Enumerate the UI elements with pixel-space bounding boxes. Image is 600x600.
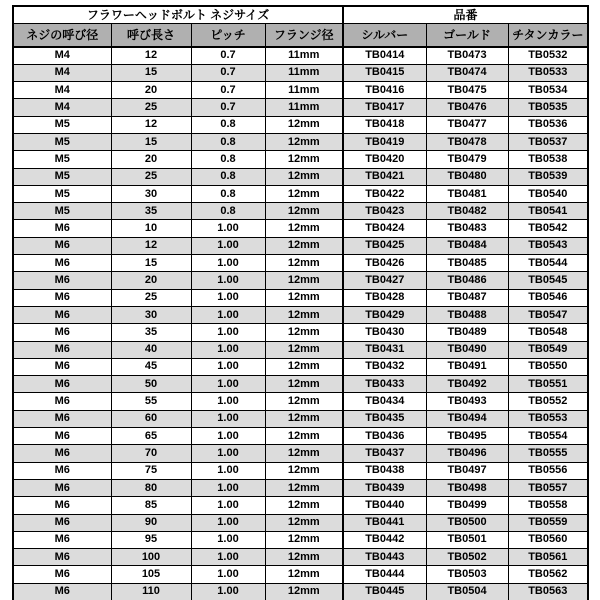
table-row <box>13 531 588 548</box>
cell: M6 <box>13 289 111 306</box>
cell: 1.00 <box>191 583 265 600</box>
cell: 1.00 <box>191 410 265 427</box>
cell: 12mm <box>265 410 343 427</box>
cell: TB0444 <box>343 566 426 583</box>
cell: TB0496 <box>426 445 508 462</box>
table-row <box>13 479 588 496</box>
cell: TB0423 <box>343 203 426 220</box>
cell: TB0563 <box>508 583 588 600</box>
cell: M6 <box>13 549 111 566</box>
cell: TB0485 <box>426 255 508 272</box>
cell: TB0427 <box>343 272 426 289</box>
cell: TB0490 <box>426 341 508 358</box>
cell: TB0425 <box>343 237 426 254</box>
cell: 35 <box>111 324 191 341</box>
cell: TB0424 <box>343 220 426 237</box>
cell: TB0535 <box>508 99 588 116</box>
cell: M4 <box>13 47 111 64</box>
cell: TB0420 <box>343 151 426 168</box>
cell: TB0533 <box>508 64 588 81</box>
cell: 12mm <box>265 479 343 496</box>
cell: TB0445 <box>343 583 426 600</box>
cell: TB0502 <box>426 549 508 566</box>
cell: TB0416 <box>343 82 426 99</box>
cell: TB0501 <box>426 531 508 548</box>
cell: M6 <box>13 462 111 479</box>
cell: TB0436 <box>343 428 426 445</box>
table-row <box>13 566 588 583</box>
table-row <box>13 358 588 375</box>
cell: TB0422 <box>343 185 426 202</box>
cell: TB0554 <box>508 428 588 445</box>
cell: TB0474 <box>426 64 508 81</box>
cell: TB0552 <box>508 393 588 410</box>
cell: TB0542 <box>508 220 588 237</box>
cell: TB0479 <box>426 151 508 168</box>
cell: 12mm <box>265 185 343 202</box>
cell: 12mm <box>265 497 343 514</box>
cell: TB0482 <box>426 203 508 220</box>
cell: TB0546 <box>508 289 588 306</box>
cell: TB0486 <box>426 272 508 289</box>
cell: TB0480 <box>426 168 508 185</box>
cell: TB0540 <box>508 185 588 202</box>
cell: 35 <box>111 203 191 220</box>
table-row <box>13 583 588 600</box>
table-row <box>13 99 588 116</box>
cell: 12mm <box>265 428 343 445</box>
table-row <box>13 324 588 341</box>
cell: 65 <box>111 428 191 445</box>
table-row <box>13 410 588 427</box>
cell: 95 <box>111 531 191 548</box>
cell: TB0537 <box>508 133 588 150</box>
cell: M6 <box>13 445 111 462</box>
col-header-silver: シルバー <box>343 23 426 47</box>
cell: TB0441 <box>343 514 426 531</box>
cell: M6 <box>13 237 111 254</box>
cell: M6 <box>13 531 111 548</box>
cell: 55 <box>111 393 191 410</box>
cell: TB0487 <box>426 289 508 306</box>
cell: 20 <box>111 272 191 289</box>
cell: 1.00 <box>191 272 265 289</box>
cell: TB0559 <box>508 514 588 531</box>
cell: 20 <box>111 82 191 99</box>
table-row <box>13 168 588 185</box>
cell: 12mm <box>265 151 343 168</box>
cell: TB0557 <box>508 479 588 496</box>
cell: 12mm <box>265 462 343 479</box>
cell: TB0414 <box>343 47 426 64</box>
cell: M6 <box>13 376 111 393</box>
cell: 12mm <box>265 272 343 289</box>
cell: 0.8 <box>191 116 265 133</box>
cell: TB0483 <box>426 220 508 237</box>
cell: TB0555 <box>508 445 588 462</box>
cell: 11mm <box>265 99 343 116</box>
table-row <box>13 306 588 323</box>
cell: TB0418 <box>343 116 426 133</box>
cell: 12mm <box>265 203 343 220</box>
column-header-row <box>13 23 588 47</box>
col-header-pitch: ピッチ <box>191 23 265 47</box>
cell: TB0430 <box>343 324 426 341</box>
table-row <box>13 445 588 462</box>
cell: 12mm <box>265 566 343 583</box>
col-header-flange-diameter: フランジ径 <box>265 23 343 47</box>
cell: 0.7 <box>191 82 265 99</box>
cell: 75 <box>111 462 191 479</box>
table-row <box>13 514 588 531</box>
cell: TB0421 <box>343 168 426 185</box>
col-header-titanium-color: チタンカラー <box>508 23 588 47</box>
cell: 50 <box>111 376 191 393</box>
cell: M6 <box>13 583 111 600</box>
cell: TB0498 <box>426 479 508 496</box>
cell: TB0492 <box>426 376 508 393</box>
cell: 20 <box>111 151 191 168</box>
cell: TB0438 <box>343 462 426 479</box>
cell: TB0488 <box>426 306 508 323</box>
cell: 45 <box>111 358 191 375</box>
cell: 12mm <box>265 549 343 566</box>
cell: TB0532 <box>508 47 588 64</box>
table-row <box>13 237 588 254</box>
cell: 1.00 <box>191 549 265 566</box>
table-row <box>13 133 588 150</box>
cell: TB0443 <box>343 549 426 566</box>
cell: M4 <box>13 99 111 116</box>
cell: 1.00 <box>191 376 265 393</box>
cell: M5 <box>13 203 111 220</box>
cell: 90 <box>111 514 191 531</box>
cell: 105 <box>111 566 191 583</box>
table-row <box>13 185 588 202</box>
cell: 12mm <box>265 324 343 341</box>
cell: M6 <box>13 220 111 237</box>
table-row <box>13 255 588 272</box>
cell: 0.8 <box>191 168 265 185</box>
cell: 12mm <box>265 255 343 272</box>
col-header-nominal-diameter: ネジの呼び径 <box>13 23 111 47</box>
cell: TB0536 <box>508 116 588 133</box>
cell: M4 <box>13 64 111 81</box>
cell: 1.00 <box>191 445 265 462</box>
table-row <box>13 47 588 64</box>
cell: TB0550 <box>508 358 588 375</box>
cell: 0.7 <box>191 64 265 81</box>
cell: TB0504 <box>426 583 508 600</box>
cell: M6 <box>13 497 111 514</box>
table-row <box>13 116 588 133</box>
table-row <box>13 549 588 566</box>
cell: 12mm <box>265 445 343 462</box>
cell: M6 <box>13 358 111 375</box>
cell: TB0478 <box>426 133 508 150</box>
cell: 0.8 <box>191 185 265 202</box>
cell: 12mm <box>265 306 343 323</box>
cell: 40 <box>111 341 191 358</box>
cell: 15 <box>111 133 191 150</box>
cell: TB0551 <box>508 376 588 393</box>
cell: TB0543 <box>508 237 588 254</box>
cell: 1.00 <box>191 341 265 358</box>
cell: 11mm <box>265 64 343 81</box>
cell: M6 <box>13 393 111 410</box>
cell: TB0549 <box>508 341 588 358</box>
cell: TB0538 <box>508 151 588 168</box>
cell: TB0475 <box>426 82 508 99</box>
cell: 12mm <box>265 237 343 254</box>
cell: TB0481 <box>426 185 508 202</box>
cell: M6 <box>13 324 111 341</box>
cell: TB0491 <box>426 358 508 375</box>
cell: 15 <box>111 64 191 81</box>
cell: 12mm <box>265 393 343 410</box>
table-row <box>13 151 588 168</box>
cell: 1.00 <box>191 514 265 531</box>
cell: 1.00 <box>191 566 265 583</box>
table-row <box>13 272 588 289</box>
cell: TB0432 <box>343 358 426 375</box>
cell: TB0499 <box>426 497 508 514</box>
cell: 12mm <box>265 133 343 150</box>
cell: TB0548 <box>508 324 588 341</box>
cell: 1.00 <box>191 462 265 479</box>
cell: 12mm <box>265 358 343 375</box>
cell: 1.00 <box>191 220 265 237</box>
cell: 1.00 <box>191 358 265 375</box>
cell: TB0437 <box>343 445 426 462</box>
cell: TB0476 <box>426 99 508 116</box>
cell: TB0473 <box>426 47 508 64</box>
group-header-screw-size: フラワーヘッドボルト ネジサイズ <box>13 6 343 23</box>
cell: 12mm <box>265 376 343 393</box>
table-row <box>13 82 588 99</box>
cell: 11mm <box>265 82 343 99</box>
cell: 25 <box>111 168 191 185</box>
cell: TB0558 <box>508 497 588 514</box>
cell: 15 <box>111 255 191 272</box>
cell: M6 <box>13 479 111 496</box>
cell: TB0556 <box>508 462 588 479</box>
cell: TB0539 <box>508 168 588 185</box>
cell: M5 <box>13 168 111 185</box>
cell: M6 <box>13 514 111 531</box>
cell: 12 <box>111 47 191 64</box>
cell: 0.7 <box>191 47 265 64</box>
cell: 1.00 <box>191 306 265 323</box>
cell: TB0431 <box>343 341 426 358</box>
cell: TB0545 <box>508 272 588 289</box>
cell: TB0541 <box>508 203 588 220</box>
cell: TB0429 <box>343 306 426 323</box>
cell: TB0477 <box>426 116 508 133</box>
cell: M5 <box>13 151 111 168</box>
cell: TB0428 <box>343 289 426 306</box>
cell: M5 <box>13 133 111 150</box>
col-header-nominal-length: 呼び長さ <box>111 23 191 47</box>
cell: 110 <box>111 583 191 600</box>
cell: 70 <box>111 445 191 462</box>
cell: 12 <box>111 116 191 133</box>
cell: M4 <box>13 82 111 99</box>
table-row <box>13 393 588 410</box>
cell: TB0493 <box>426 393 508 410</box>
cell: 12mm <box>265 289 343 306</box>
cell: 30 <box>111 185 191 202</box>
cell: 85 <box>111 497 191 514</box>
cell: TB0440 <box>343 497 426 514</box>
cell: TB0417 <box>343 99 426 116</box>
table-row <box>13 220 588 237</box>
cell: TB0503 <box>426 566 508 583</box>
cell: 12mm <box>265 531 343 548</box>
cell: 25 <box>111 289 191 306</box>
cell: 30 <box>111 306 191 323</box>
cell: 1.00 <box>191 479 265 496</box>
cell: 12mm <box>265 514 343 531</box>
cell: TB0494 <box>426 410 508 427</box>
table-row <box>13 341 588 358</box>
cell: TB0562 <box>508 566 588 583</box>
table-row <box>13 462 588 479</box>
cell: 12mm <box>265 168 343 185</box>
cell: 1.00 <box>191 289 265 306</box>
cell: TB0419 <box>343 133 426 150</box>
cell: TB0553 <box>508 410 588 427</box>
cell: TB0439 <box>343 479 426 496</box>
cell: TB0435 <box>343 410 426 427</box>
cell: M6 <box>13 428 111 445</box>
cell: 12 <box>111 237 191 254</box>
cell: 60 <box>111 410 191 427</box>
cell: M6 <box>13 566 111 583</box>
table-row <box>13 64 588 81</box>
cell: 11mm <box>265 47 343 64</box>
cell: 0.8 <box>191 151 265 168</box>
cell: TB0434 <box>343 393 426 410</box>
cell: M6 <box>13 255 111 272</box>
table-row <box>13 203 588 220</box>
group-header-part-number: 品番 <box>343 6 588 23</box>
cell: TB0500 <box>426 514 508 531</box>
cell: 1.00 <box>191 531 265 548</box>
cell: 12mm <box>265 341 343 358</box>
cell: TB0442 <box>343 531 426 548</box>
cell: 25 <box>111 99 191 116</box>
cell: M5 <box>13 116 111 133</box>
cell: 1.00 <box>191 428 265 445</box>
cell: M6 <box>13 341 111 358</box>
cell: TB0484 <box>426 237 508 254</box>
cell: 0.8 <box>191 203 265 220</box>
cell: M5 <box>13 185 111 202</box>
cell: 80 <box>111 479 191 496</box>
cell: M6 <box>13 306 111 323</box>
table-row <box>13 497 588 514</box>
cell: TB0495 <box>426 428 508 445</box>
cell: TB0489 <box>426 324 508 341</box>
cell: TB0547 <box>508 306 588 323</box>
cell: TB0497 <box>426 462 508 479</box>
cell: TB0560 <box>508 531 588 548</box>
cell: 12mm <box>265 583 343 600</box>
cell: TB0415 <box>343 64 426 81</box>
cell: TB0426 <box>343 255 426 272</box>
cell: M6 <box>13 410 111 427</box>
cell: 1.00 <box>191 497 265 514</box>
cell: 10 <box>111 220 191 237</box>
cell: M6 <box>13 272 111 289</box>
cell: TB0433 <box>343 376 426 393</box>
cell: 1.00 <box>191 237 265 254</box>
cell: TB0561 <box>508 549 588 566</box>
table-header <box>13 6 588 47</box>
cell: 0.7 <box>191 99 265 116</box>
col-header-gold: ゴールド <box>426 23 508 47</box>
bolt-spec-table <box>12 5 589 600</box>
table-body <box>13 47 588 600</box>
cell: 1.00 <box>191 393 265 410</box>
group-header-row <box>13 6 588 23</box>
table-row <box>13 428 588 445</box>
cell: 1.00 <box>191 255 265 272</box>
cell: TB0544 <box>508 255 588 272</box>
cell: 0.8 <box>191 133 265 150</box>
cell: TB0534 <box>508 82 588 99</box>
cell: 1.00 <box>191 324 265 341</box>
cell: 12mm <box>265 220 343 237</box>
table-row <box>13 376 588 393</box>
cell: 12mm <box>265 116 343 133</box>
cell: 100 <box>111 549 191 566</box>
table-row <box>13 289 588 306</box>
